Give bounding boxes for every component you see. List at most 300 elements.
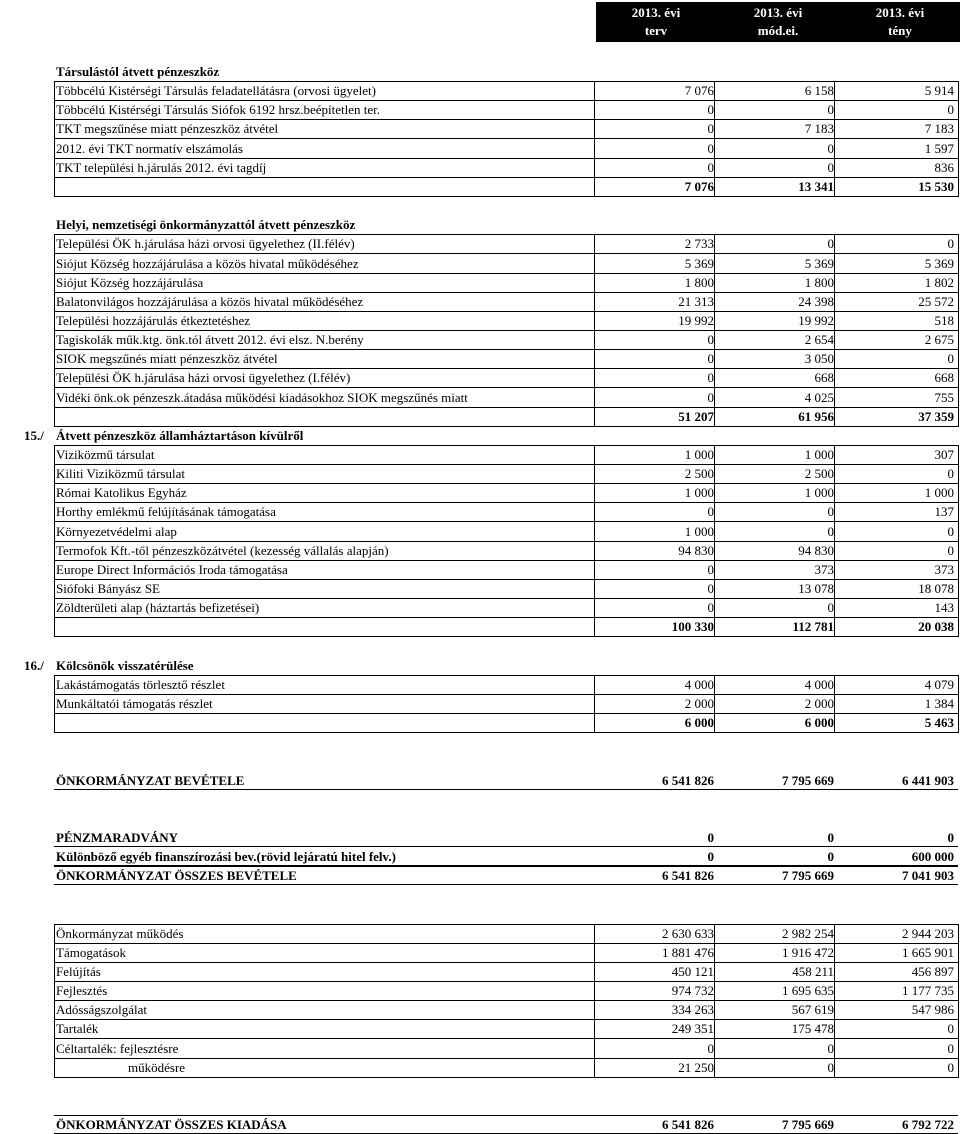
cell-value: 0 (947, 351, 954, 366)
table-row (0, 81, 960, 100)
column-divider (958, 388, 959, 408)
row-border-left (54, 407, 55, 427)
table-row (0, 847, 960, 866)
cell-value: 7 076 (684, 179, 714, 194)
column-divider (714, 330, 715, 350)
column-divider (594, 541, 595, 561)
cell-value: 0 (827, 141, 834, 156)
cell-value: 13 341 (798, 179, 834, 194)
row-label: Környezetvédelmi alap (56, 524, 177, 539)
cell-value: 1 802 (924, 275, 954, 290)
cell-value: 1 800 (684, 275, 714, 290)
cell-value: 518 (934, 313, 954, 328)
row-label: Lakástámogatás törlesztő részlet (56, 677, 225, 692)
cell-value: 94 830 (798, 543, 834, 558)
row-border-left (54, 234, 55, 254)
table-row (0, 158, 960, 177)
cell-value: 0 (947, 1021, 954, 1036)
row-border (54, 732, 958, 733)
cell-value: 2 000 (684, 696, 714, 711)
table-row (0, 445, 960, 464)
row-border-left (54, 1039, 55, 1059)
row-label: Siójut Község hozzájárulása a közös hivatal működéséhez (56, 256, 359, 271)
table-row (0, 924, 960, 943)
table-row (0, 292, 960, 311)
row-label: ÖNKORMÁNYZAT ÖSSZES KIADÁSA (56, 1117, 287, 1132)
cell-value: 19 992 (798, 313, 834, 328)
column-divider (594, 330, 595, 350)
row-border-left (54, 158, 55, 178)
cell-value: 2 630 633 (662, 926, 714, 941)
row-label: PÉNZMARADVÁNY (56, 830, 179, 845)
cell-value: 37 359 (918, 409, 954, 424)
cell-value: 0 (947, 1060, 954, 1075)
column-divider (958, 445, 959, 465)
column-divider (714, 464, 715, 484)
row-border (54, 196, 958, 197)
column-divider (958, 292, 959, 312)
cell-value: 668 (934, 370, 954, 385)
row-border-left (54, 1058, 55, 1078)
column-divider (834, 158, 835, 178)
row-label: Települési ÖK h.járulása házi orvosi ügyelethez (I.félév) (56, 370, 351, 385)
row-border-left (54, 1019, 55, 1039)
row-border-left (54, 330, 55, 350)
table-row (0, 234, 960, 253)
cell-value: 0 (947, 466, 954, 481)
row-label: Horthy emlékmű felújításának támogatása (56, 504, 276, 519)
cell-value: 2 675 (924, 332, 954, 347)
row-border-left (54, 981, 55, 1001)
column-divider (958, 560, 959, 580)
column-divider (594, 579, 595, 599)
cell-value: 7 076 (684, 83, 714, 98)
column-divider (594, 177, 595, 197)
column-divider (714, 407, 715, 427)
cell-value: 0 (707, 562, 714, 577)
column-divider (834, 445, 835, 465)
column-divider (594, 1039, 595, 1059)
cell-value: 0 (707, 830, 714, 845)
row-border-left (54, 617, 55, 637)
column-divider (594, 598, 595, 618)
column-divider (958, 502, 959, 522)
row-border-left (54, 713, 55, 733)
column-divider (714, 1058, 715, 1078)
col3-title: tény (888, 23, 912, 38)
column-divider (594, 292, 595, 312)
cell-value: 5 369 (924, 256, 954, 271)
cell-value: 2 500 (684, 466, 714, 481)
row-border-left (54, 119, 55, 139)
row-border-top (54, 81, 958, 82)
column-divider (958, 349, 959, 369)
cell-value: 7 183 (804, 121, 834, 136)
cell-value: 0 (827, 1041, 834, 1056)
table-row (0, 981, 960, 1000)
column-divider (714, 100, 715, 120)
column-divider (834, 292, 835, 312)
column-divider (834, 100, 835, 120)
row-underline (54, 884, 958, 885)
column-divider (594, 139, 595, 159)
column-divider (714, 560, 715, 580)
column-divider (958, 617, 959, 637)
row-border-top (54, 234, 958, 235)
cell-value: 1 000 (684, 485, 714, 500)
column-header (596, 2, 960, 42)
col2-year: 2013. évi (753, 5, 803, 20)
table-row (0, 713, 960, 732)
column-divider (714, 1039, 715, 1059)
column-divider (834, 81, 835, 101)
column-divider (714, 368, 715, 388)
row-border (54, 636, 958, 637)
column-divider (714, 158, 715, 178)
table-row (0, 1058, 960, 1077)
row-border-left (54, 139, 55, 159)
column-divider (714, 273, 715, 293)
column-divider (594, 1000, 595, 1020)
column-divider (834, 502, 835, 522)
cell-value: 450 121 (671, 964, 714, 979)
row-label: működésre (128, 1060, 186, 1075)
row-border-top (54, 924, 958, 925)
cell-value: 2 500 (804, 466, 834, 481)
column-divider (958, 943, 959, 963)
row-label: Viziközmű társulat (56, 447, 155, 462)
row-border-left (54, 100, 55, 120)
section-number: 16./ (24, 658, 44, 673)
row-border-left (54, 273, 55, 293)
row-border-left (54, 560, 55, 580)
cell-value: 836 (934, 160, 954, 175)
row-label: Termofok Kft.-től pénzeszközátvétel (kezesség vállalás alapján) (56, 543, 389, 558)
column-divider (594, 943, 595, 963)
column-divider (958, 273, 959, 293)
column-divider (958, 177, 959, 197)
column-divider (714, 924, 715, 944)
cell-value: 458 211 (792, 964, 834, 979)
column-divider (714, 598, 715, 618)
table-row (0, 694, 960, 713)
table-row (0, 426, 960, 445)
column-divider (594, 1058, 595, 1078)
cell-value: 974 732 (671, 983, 714, 998)
column-divider (714, 177, 715, 197)
cell-value: 0 (827, 849, 834, 864)
column-divider (714, 522, 715, 542)
column-divider (834, 675, 835, 695)
cell-value: 112 781 (792, 619, 834, 634)
col3-year: 2013. évi (875, 5, 925, 20)
row-underline (54, 789, 958, 790)
cell-value: 6 000 (684, 715, 714, 730)
cell-value: 0 (827, 830, 834, 845)
cell-value: 6 792 722 (902, 1117, 954, 1132)
table-row (0, 139, 960, 158)
column-divider (958, 234, 959, 254)
cell-value: 1 000 (684, 524, 714, 539)
table-row (0, 560, 960, 579)
cell-value: 1 177 735 (902, 983, 954, 998)
row-label: Társulástól átvett pénzeszköz (56, 64, 220, 79)
cell-value: 0 (707, 581, 714, 596)
table-row (0, 598, 960, 617)
table-row (0, 311, 960, 330)
cell-value: 1 000 (684, 447, 714, 462)
column-divider (594, 522, 595, 542)
row-label: Zöldterületi alap (háztartás befizetései) (56, 600, 260, 615)
row-border-left (54, 445, 55, 465)
cell-value: 18 078 (918, 581, 954, 596)
cell-value: 51 207 (678, 409, 714, 424)
cell-value: 1 597 (924, 141, 954, 156)
cell-value: 143 (934, 600, 954, 615)
column-divider (594, 483, 595, 503)
table-row (0, 1019, 960, 1038)
cell-value: 5 369 (684, 256, 714, 271)
column-divider (834, 522, 835, 542)
table-row (0, 254, 960, 273)
column-divider (958, 368, 959, 388)
cell-value: 5 369 (804, 256, 834, 271)
table-row (0, 828, 960, 847)
row-border-left (54, 349, 55, 369)
row-label: Felújítás (56, 964, 101, 979)
cell-value: 25 572 (918, 294, 954, 309)
column-divider (594, 713, 595, 733)
column-divider (714, 388, 715, 408)
cell-value: 307 (934, 447, 954, 462)
row-border-left (54, 483, 55, 503)
row-label: Tagiskolák műk.ktg. önk.tól átvett 2012. évi elsz. N.berény (56, 332, 364, 347)
row-border-left (54, 943, 55, 963)
cell-value: 19 992 (678, 313, 714, 328)
cell-value: 456 897 (911, 964, 954, 979)
column-divider (834, 1039, 835, 1059)
cell-value: 755 (934, 390, 954, 405)
row-label: Római Katolikus Egyház (56, 485, 187, 500)
column-divider (958, 694, 959, 714)
table-row (0, 100, 960, 119)
table-row (0, 464, 960, 483)
table-row (0, 502, 960, 521)
cell-value: 0 (827, 600, 834, 615)
cell-value: 1 000 (924, 485, 954, 500)
column-divider (834, 349, 835, 369)
column-divider (834, 483, 835, 503)
column-divider (714, 139, 715, 159)
cell-value: 21 313 (678, 294, 714, 309)
column-divider (834, 1019, 835, 1039)
row-label: TKT megszűnése miatt pénzeszköz átvétel (56, 121, 279, 136)
cell-value: 0 (707, 160, 714, 175)
cell-value: 2 733 (684, 236, 714, 251)
row-label: Vidéki önk.ok pénzeszk.átadása működési kiadásokhoz SIOK megszűnés miatt (56, 390, 468, 405)
column-divider (594, 81, 595, 101)
cell-value: 5 463 (924, 715, 954, 730)
cell-value: 0 (827, 504, 834, 519)
column-divider (958, 924, 959, 944)
column-divider (714, 981, 715, 1001)
cell-value: 0 (827, 160, 834, 175)
table-row (0, 388, 960, 407)
row-border-left (54, 694, 55, 714)
column-divider (594, 981, 595, 1001)
row-label: 2012. évi TKT normatív elszámolás (56, 141, 243, 156)
cell-value: 6 541 826 (662, 1117, 714, 1132)
row-label: Siójut Község hozzájárulása (56, 275, 204, 290)
cell-value: 0 (827, 524, 834, 539)
row-label: Tartalék (56, 1021, 99, 1036)
column-divider (958, 579, 959, 599)
table-row (0, 1000, 960, 1019)
cell-value: 5 914 (924, 83, 954, 98)
column-divider (834, 273, 835, 293)
column-divider (834, 541, 835, 561)
column-divider (714, 311, 715, 331)
column-divider (714, 943, 715, 963)
table-row (0, 617, 960, 636)
section-number: 15./ (24, 428, 44, 443)
row-label: Munkáltatói támogatás részlet (56, 696, 213, 711)
cell-value: 0 (827, 102, 834, 117)
row-label: Települési ÖK h.járulása házi orvosi ügyelethez (II.félév) (56, 236, 355, 251)
table-row (0, 273, 960, 292)
column-divider (834, 407, 835, 427)
column-divider (834, 598, 835, 618)
row-border-top (54, 445, 958, 446)
col1-title: terv (644, 23, 668, 38)
cell-value: 1 665 901 (902, 945, 954, 960)
row-border-left (54, 254, 55, 274)
row-overline (54, 866, 958, 867)
column-divider (958, 962, 959, 982)
cell-value: 24 398 (798, 294, 834, 309)
column-divider (714, 713, 715, 733)
row-label: SIOK megszűnés miatt pénzeszköz átvétel (56, 351, 278, 366)
column-divider (958, 981, 959, 1001)
column-divider (594, 388, 595, 408)
table-row (0, 407, 960, 426)
row-label: Települési hozzájárulás étkeztetéshez (56, 313, 250, 328)
row-border-left (54, 311, 55, 331)
row-border-left (54, 81, 55, 101)
cell-value: 1 000 (804, 447, 834, 462)
row-border-left (54, 924, 55, 944)
column-divider (594, 502, 595, 522)
column-divider (958, 139, 959, 159)
column-divider (958, 1019, 959, 1039)
column-divider (958, 1058, 959, 1078)
table-row (0, 771, 960, 790)
table-row (0, 119, 960, 138)
column-divider (958, 158, 959, 178)
cell-value: 1 695 635 (782, 983, 834, 998)
row-label: Kölcsönök visszatérülése (56, 658, 194, 673)
cell-value: 0 (707, 121, 714, 136)
table-row (0, 483, 960, 502)
column-divider (834, 617, 835, 637)
cell-value: 4 025 (804, 390, 834, 405)
cell-value: 94 830 (678, 543, 714, 558)
column-divider (714, 234, 715, 254)
column-divider (594, 962, 595, 982)
table-row (0, 656, 960, 675)
row-border-left (54, 541, 55, 561)
column-divider (714, 349, 715, 369)
cell-value: 0 (707, 600, 714, 615)
cell-value: 373 (814, 562, 834, 577)
cell-value: 7 041 903 (902, 868, 954, 883)
column-divider (714, 694, 715, 714)
table-row (0, 368, 960, 387)
cell-value: 4 079 (924, 677, 954, 692)
cell-value: 3 050 (804, 351, 834, 366)
cell-value: 0 (707, 504, 714, 519)
column-divider (958, 1039, 959, 1059)
cell-value: 0 (707, 141, 714, 156)
column-divider (594, 1019, 595, 1039)
row-label: Céltartalék: fejlesztésre (56, 1041, 179, 1056)
column-divider (714, 1019, 715, 1039)
cell-value: 175 478 (791, 1021, 834, 1036)
column-divider (714, 1000, 715, 1020)
row-label: Önkormányzat működés (56, 926, 184, 941)
row-border-left (54, 502, 55, 522)
cell-value: 2 000 (804, 696, 834, 711)
column-divider (834, 177, 835, 197)
row-label: Többcélú Kistérségi Társulás feladatellátásra (orvosi ügyelet) (56, 83, 376, 98)
cell-value: 0 (947, 236, 954, 251)
cell-value: 0 (707, 351, 714, 366)
cell-value: 1 800 (804, 275, 834, 290)
column-divider (714, 483, 715, 503)
column-divider (714, 617, 715, 637)
column-divider (714, 81, 715, 101)
column-divider (834, 943, 835, 963)
column-divider (958, 522, 959, 542)
cell-value: 0 (707, 1041, 714, 1056)
row-border-left (54, 579, 55, 599)
column-divider (594, 273, 595, 293)
column-divider (958, 541, 959, 561)
cell-value: 600 000 (911, 849, 954, 864)
row-label: Többcélú Kistérségi Társulás Siófok 6192 hrsz.beépítetlen ter. (56, 102, 380, 117)
cell-value: 7 795 669 (782, 1117, 834, 1132)
row-border-left (54, 962, 55, 982)
row-border-left (54, 368, 55, 388)
col1-year: 2013. évi (631, 5, 681, 20)
column-divider (834, 579, 835, 599)
cell-value: 13 078 (798, 581, 834, 596)
column-divider (714, 254, 715, 274)
table-row (0, 866, 960, 885)
column-divider (714, 579, 715, 599)
column-divider (594, 445, 595, 465)
column-divider (594, 349, 595, 369)
cell-value: 6 158 (804, 83, 834, 98)
cell-value: 61 956 (798, 409, 834, 424)
row-border-left (54, 598, 55, 618)
column-divider (958, 100, 959, 120)
cell-value: 1 916 472 (782, 945, 834, 960)
column-divider (834, 464, 835, 484)
column-divider (834, 981, 835, 1001)
cell-value: 100 330 (671, 619, 714, 634)
column-divider (594, 924, 595, 944)
